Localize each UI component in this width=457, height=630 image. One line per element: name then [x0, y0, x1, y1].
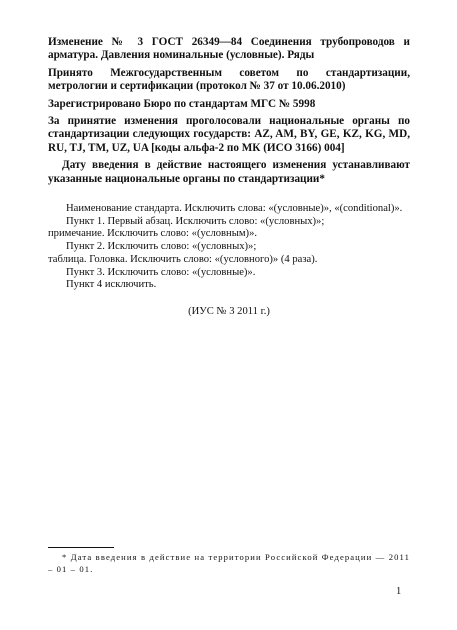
- document-page: [48, 36, 410, 317]
- body-line: таблица. Головка. Исключить слово: «(условного)» (4 раза).: [48, 253, 318, 265]
- amendment-title: Изменение № 3 ГОСТ 26349—84 Соединения трубопроводов и арматура. Давления номинальные (условные). Ряды: [48, 36, 410, 62]
- amendment-body: [48, 203, 410, 292]
- body-line: Наименование стандарта. Исключить слова: «(условные)», «(conditional)».: [66, 203, 403, 215]
- adoption-statement: Принято Межгосударственным советом по стандартизации, метрологии и сертификации (протокол № 37 от 10.06.2010): [48, 66, 410, 93]
- footnote-divider: [48, 547, 114, 548]
- body-line: Пункт 3. Исключить слово: «(условные)».: [66, 266, 256, 278]
- body-line: примечание. Исключить слово: «(условным)».: [48, 228, 258, 240]
- footnote: * Дата введения в действие на территории Российской Федерации — 2011 – 01 – 01.: [48, 552, 410, 574]
- source-reference: (ИУС № 3 2011 г.): [188, 305, 270, 317]
- body-line: Пункт 1. Первый абзац. Исключить слово: «(условных)»;: [66, 215, 325, 227]
- registration-statement: Зарегистрировано Бюро по стандартам МГС № 5998: [48, 97, 316, 110]
- body-line: Пункт 2. Исключить слово: «(условных)»;: [66, 241, 257, 253]
- body-line: Пункт 4 исключить.: [66, 279, 157, 291]
- effective-date-statement: Дату введения в действие настоящего изменения устанавливают указанные национальные органы по стандартизации*: [48, 159, 410, 185]
- voting-countries: За принятие изменения проголосовали национальные органы по стандартизации следующих государств: AZ, AM, BY, GE, KZ, KG, MD, RU, TJ, TM, UZ, UA [коды альфа-2 по МК (ИСО 3166) 004]: [48, 115, 410, 154]
- page-number: 1: [396, 586, 402, 597]
